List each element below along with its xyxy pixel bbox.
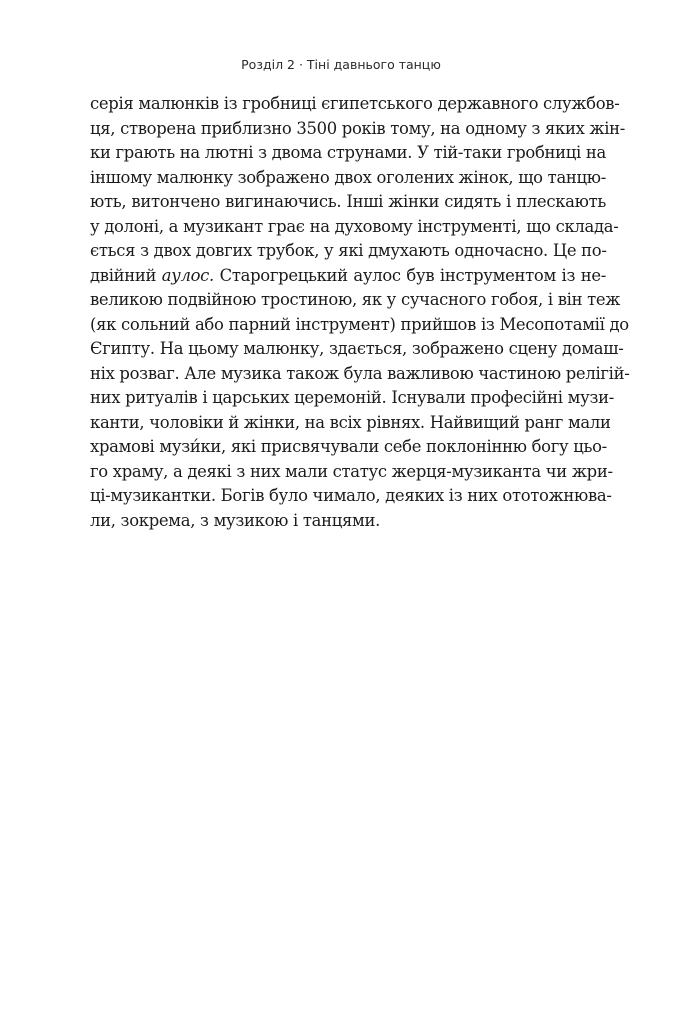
text-line: канти, чоловіки й жінки, на всіх рівнях. Найвищий ранг мали bbox=[90, 412, 611, 432]
body-text bbox=[90, 92, 630, 533]
text-line: (як сольний або парний інструмент) прийшов із Месопотамії до bbox=[90, 314, 629, 334]
text-line: іншому малюнку зображено двох оголених жінок, що танцю- bbox=[90, 167, 606, 187]
text-line: серія малюнків із гробниці єгипетського державного службов- bbox=[90, 94, 620, 113]
text-line: ці-музикантки. Богів було чимало, деяких із них ототожнюва- bbox=[90, 486, 612, 505]
text-fragment: Старогрецький аулос був інструментом із не- bbox=[213, 265, 606, 285]
text-line: го храму, а деякі з них мали статус жерця-музиканта чи жри- bbox=[90, 461, 613, 481]
text-line: ють, витончено вигинаючись. Інші жінки сидять і плескають bbox=[90, 192, 606, 211]
text-line: ється з двох довгих трубок, у які дмухають одночасно. Це по- bbox=[90, 241, 607, 260]
text-fragment: двійний bbox=[90, 265, 162, 285]
text-line: храмові музи́ки, які присвячували себе поклонінню богу цьо- bbox=[90, 437, 607, 456]
text-line-last: ли, зокрема, з музикою і танцями. bbox=[90, 510, 381, 530]
text-line: у долоні, а музикант грає на духовому інструменті, що склада- bbox=[90, 216, 619, 236]
text-line: ця, створена приблизно 3500 років тому, на одному з яких жін- bbox=[90, 118, 626, 138]
text-line: них ритуалів і царських церемоній. Існували професійні музи- bbox=[90, 388, 614, 407]
text-line: великою подвійною тростиною, як у сучасного гобоя, і він теж bbox=[90, 290, 621, 309]
running-header: Розділ 2 · Тіні давнього танцю bbox=[241, 57, 441, 72]
text-line: ніх розваг. Але музика також була важливою частиною релігій- bbox=[90, 363, 630, 383]
text-line: Єгипту. На цьому малюнку, здається, зображено сцену домаш- bbox=[90, 339, 624, 358]
italic-term: аулос. bbox=[161, 265, 214, 285]
text-line-with-term bbox=[90, 264, 606, 289]
text-line: ки грають на лютні з двома струнами. У тій-таки гробниці на bbox=[90, 143, 606, 162]
